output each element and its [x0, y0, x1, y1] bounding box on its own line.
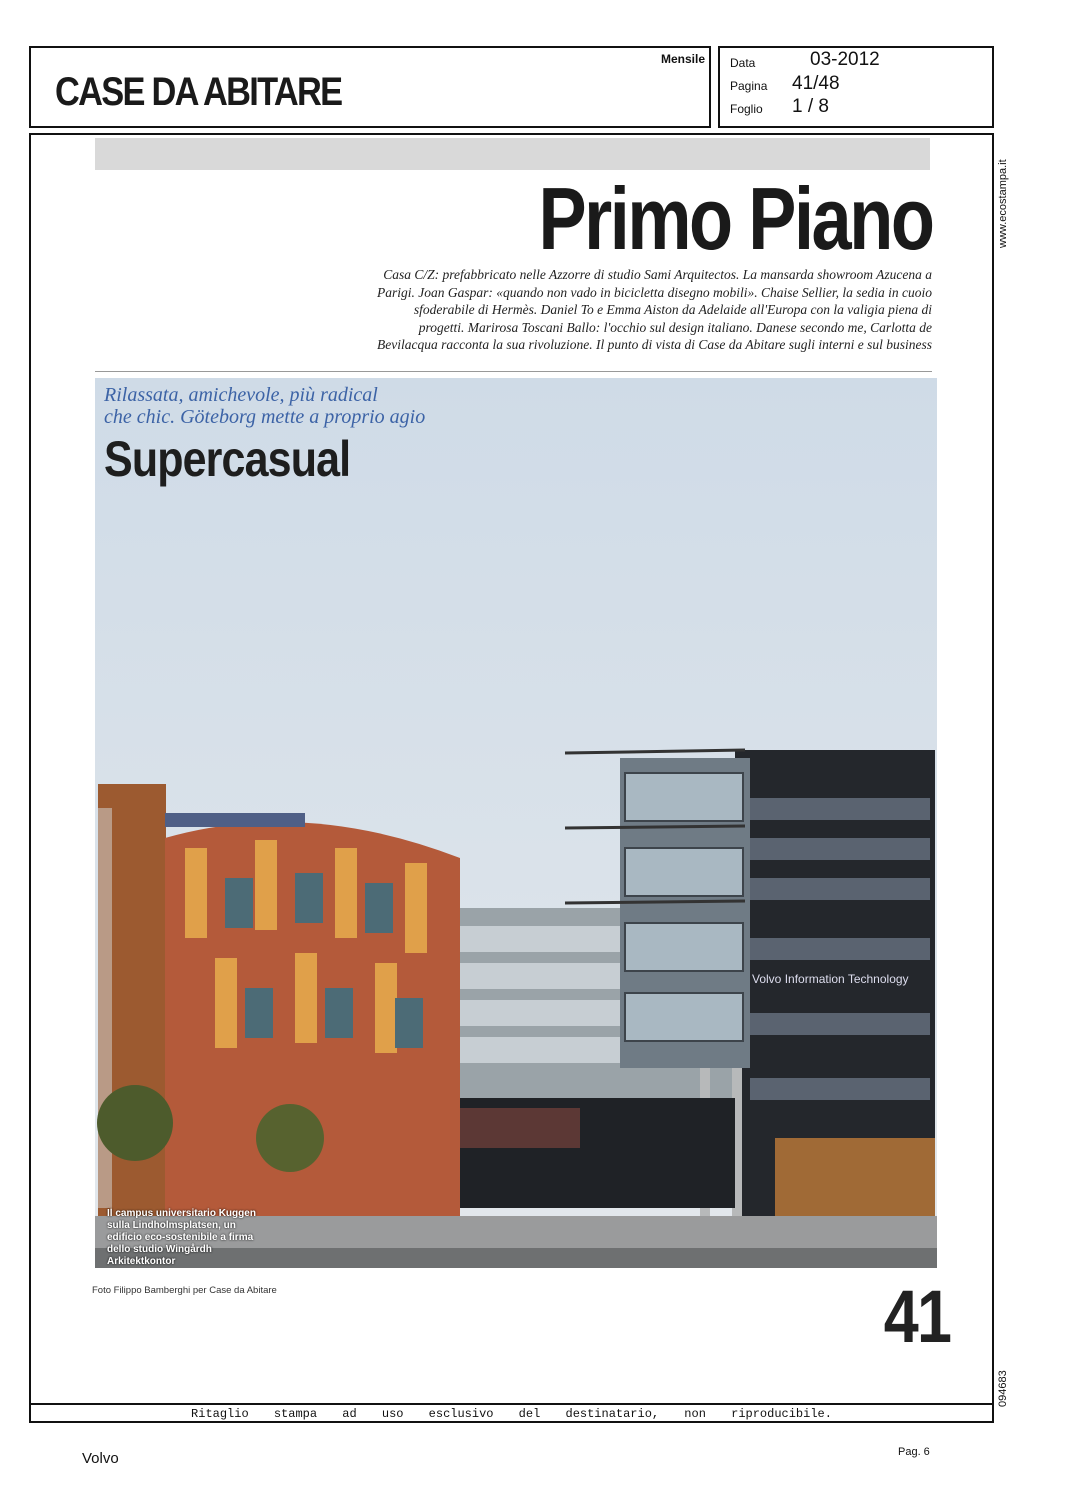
side-code-text: 094683 [997, 1370, 1009, 1407]
page-value: 41/48 [792, 73, 840, 94]
kicker-line-1: Rilassata, amichevole, più radical [104, 384, 378, 406]
side-url [993, 148, 1013, 258]
side-code [993, 1365, 1013, 1410]
photo-caption: Il campus universitario Kuggen sulla Lindholmsplatsen, un edificio eco-sostenibile a firma dello studio Wingårdh Arkitektkontor [107, 1208, 256, 1267]
magazine-top-bar [95, 138, 930, 170]
page-label: Pagina [730, 79, 768, 93]
cover-photo [95, 378, 937, 1268]
footer-page-number: Pag. 6 [898, 1446, 930, 1458]
section-title: Primo Piano [538, 169, 932, 268]
header-meta-box [718, 46, 994, 128]
frequency-label: Mensile [660, 52, 705, 66]
photo-credit: Foto Filippo Bamberghi per Case da Abitare [92, 1285, 277, 1296]
publication-name: CASE DA ABITARE [55, 70, 342, 114]
article-kicker [104, 384, 425, 428]
disclaimer: Ritaglio stampa ad uso esclusivo del destinatario, non riproducibile. [191, 1407, 832, 1421]
date-value: 03-2012 [810, 49, 880, 70]
article-headline: Supercasual [104, 431, 351, 487]
intro-divider [95, 371, 932, 372]
kicker-line-2: che chic. Göteborg mette a proprio agio [104, 406, 426, 428]
footer-divider [29, 1403, 994, 1405]
sheet-value: 1 / 8 [792, 96, 829, 117]
magazine-page-number: 41 [883, 1275, 950, 1358]
side-url-text: www.ecostampa.it [997, 159, 1009, 248]
header-publication-box [29, 46, 711, 128]
intro-paragraph: Casa C/Z: prefabbricato nelle Azzorre di studio Sami Arquitectos. La mansarda showroom Azucena a Parigi. Joan Gaspar: «quando non vado in bicicletta disegno mobili». Chaise Sellier, la sedia in cuoio sfoderabile di Hermès. Daniel To e Emma Aiston da Adelaide all'Europa con la valigia piena di progetti. Marirosa Toscani Ballo: l'occhio sul design italiano. Danese secondo me, Carlotta de Bevilacqua racconta la sua rivoluzione. Il punto di vista di Case da Abitare sugli interni e sul business [377, 267, 932, 352]
campus-photo-illustration [95, 378, 937, 1268]
sheet-label: Foglio [730, 102, 763, 116]
date-label: Data [730, 56, 756, 70]
photo-building-sign: Volvo Information Technology [752, 972, 909, 986]
client-name: Volvo [82, 1450, 119, 1467]
